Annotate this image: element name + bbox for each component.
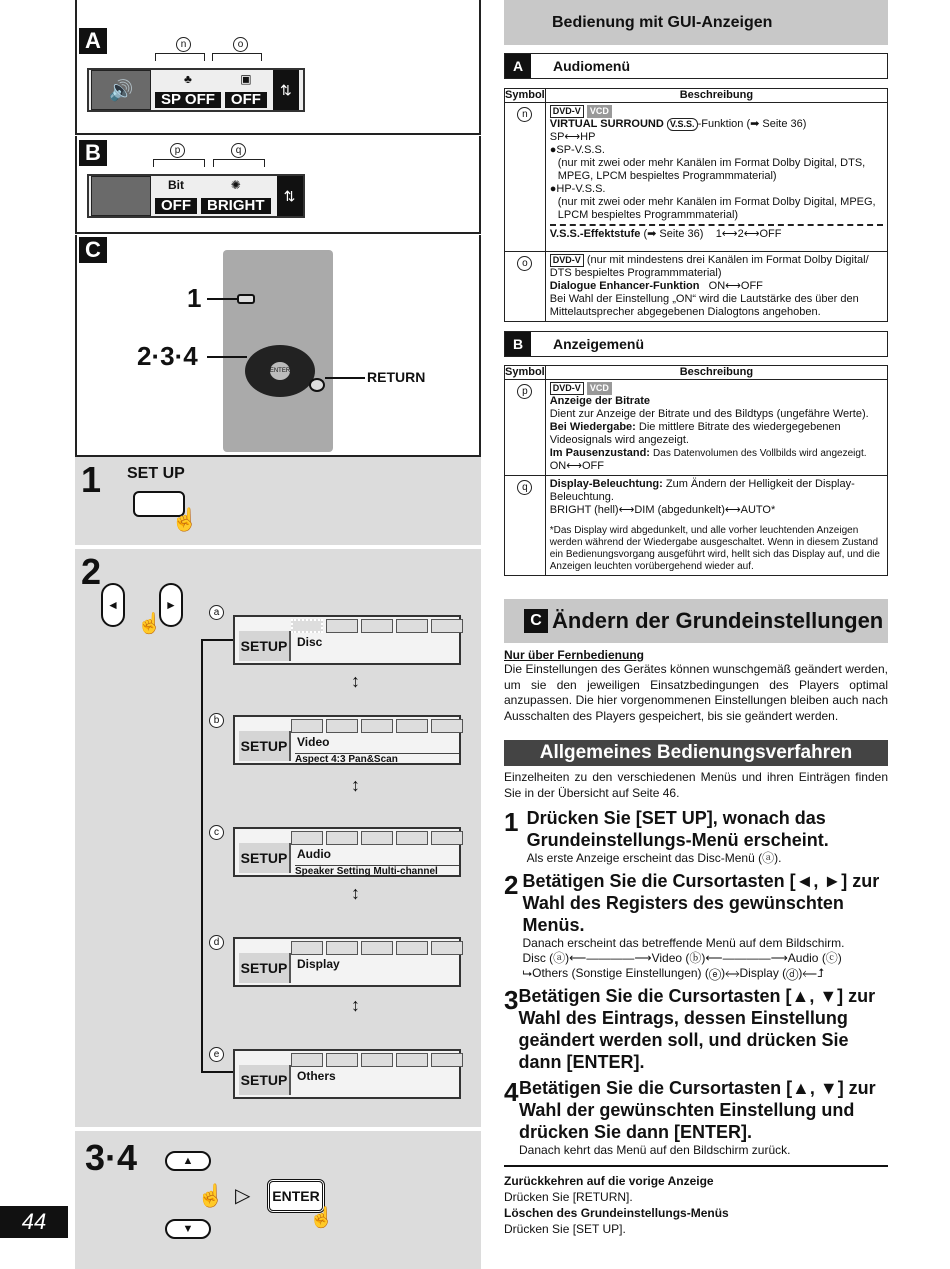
- clear-text: Drücken Sie [SET UP].: [504, 1222, 626, 1236]
- setup-screen-video: SETUP Video Aspect 4:3 Pan&Scan: [233, 715, 461, 765]
- marker-n: n: [176, 37, 191, 52]
- updown-arrow-icon: ↕: [351, 775, 360, 795]
- panel-b: [75, 136, 481, 234]
- screen-name-others: Others: [297, 1069, 336, 1083]
- marker-q: q: [231, 143, 246, 158]
- screen-name-disc: Disc: [297, 635, 323, 649]
- pointing-hand-icon: ☝: [171, 507, 199, 532]
- step-1-number: 1: [81, 459, 102, 500]
- panel-c-tag: C: [79, 237, 107, 263]
- general-intro: Einzelheiten zu den verschiedenen Menüs und ihren Einträgen finden Sie in der Übersicht auf Seite 46.: [504, 770, 888, 800]
- footer-notes: [504, 1165, 888, 1237]
- screen-name-audio: Audio: [297, 847, 331, 861]
- callout-234: 2·3·4: [137, 341, 198, 371]
- section-c-body: [504, 648, 888, 724]
- section-c-tag: C: [524, 609, 548, 633]
- updown-arrows-icon: ⇅: [273, 70, 299, 110]
- audio-osd-bar: [87, 68, 305, 112]
- screen-name-display: Display: [297, 957, 340, 971]
- display-osd-bar: [87, 174, 305, 218]
- section-b-title: Anzeigemenü: [553, 336, 645, 352]
- brightness-icon: ✺: [230, 178, 241, 192]
- back-text: Drücken Sie [RETURN].: [504, 1190, 633, 1204]
- step-1-panel: [75, 457, 481, 545]
- surround-icon: ♣: [184, 72, 192, 86]
- clear-heading: Löschen des Grundeinstellungs-Menüs: [504, 1206, 729, 1220]
- bitrate-value: OFF: [155, 198, 197, 214]
- table-row: p DVD-V VCD Anzeige der Bitrate Dient zur Anzeige der Bitrate und des Bildtyps (ungefähre Werte). Bei Wiedergabe: Die mittlere Bitrate des wiedergegebenen Videosignals wird angezeigt. Im Pausenzustand: Das Datenvolumen des Vollbilds wird angezeigt. ON⟷OFF: [505, 380, 888, 476]
- pointing-hand-icon: ☝: [137, 613, 162, 635]
- callout-1: 1: [187, 283, 202, 313]
- remote-return-key[interactable]: [309, 378, 325, 392]
- general-procedure-title: Allgemeines Bedienungsverfahren: [504, 740, 888, 766]
- setup-key-label: SET UP: [127, 465, 185, 482]
- section-a-bar: [504, 53, 888, 79]
- marker-p: p: [170, 143, 185, 158]
- list-item: 3 Betätigen Sie die Cursortasten [▲, ▼] zur Wahl des Eintrags, dessen Einstellung geändert werden soll, und drücken Sie dann [ENTER].: [504, 985, 876, 1072]
- up-cursor-key[interactable]: ▲: [165, 1151, 211, 1171]
- marker-o: o: [233, 37, 248, 52]
- speaker-icon: 🔊: [91, 70, 151, 110]
- table-row: q Display-Beleuchtung: Zum Ändern der Helligkeit der Display-Beleuchtung. BRIGHT (hell)⟷DIM (abgedunkelt)⟷AUTO* *Das Display wird abgedunkelt, und alle vorher leuchtenden Anzeigen werden während der Wiedergabe ausgeschaltet. Wenn in diesem Zustand ein Bedienungsvorgang ausgeführt wird, hellt sich das Display auf, und die Anzeigen leuchten vorübergehend wieder auf.: [505, 476, 888, 576]
- section-a-title: Audiomenü: [553, 58, 630, 74]
- setup-screen-audio: SETUP Audio Speaker Setting Multi-channel: [233, 827, 461, 877]
- panel-c: [75, 235, 481, 457]
- page-header: Bedienung mit GUI-Anzeigen: [504, 0, 888, 45]
- bitrate-label: Bit: [168, 178, 184, 192]
- general-procedure: [504, 770, 888, 1158]
- col-desc: Beschreibung: [545, 366, 887, 380]
- vss-value: SP OFF: [155, 92, 221, 108]
- updown-arrows-icon: ⇅: [277, 176, 303, 216]
- left-cursor-key[interactable]: ◄: [101, 583, 125, 627]
- screen-marker-b: b: [209, 713, 224, 728]
- list-item: 1 Drücken Sie [SET UP], wonach das Grundeinstellungs-Menü erscheint. Als erste Anzeige erscheint das Disc-Menü (ⓐ).: [504, 807, 829, 865]
- step-34-number: 3·4: [85, 1137, 138, 1178]
- step-34-panel: [75, 1131, 481, 1269]
- display-icon: [91, 176, 151, 216]
- list-item: 2 Betätigen Sie die Cursortasten [◄, ►] zur Wahl des Registers des gewünschten Menüs. Danach erscheint das betreffende Menü auf dem Bildschirm. Disc (ⓐ)⟵————⟶Video (ⓑ)⟵————⟶Audio (ⓒ) ⮡Others (Sonstige Einstellungen) (ⓔ)⟷Display (ⓓ)⟵⮥: [504, 870, 880, 980]
- remote-control: [223, 250, 333, 452]
- section-b-tag: B: [505, 332, 531, 356]
- screen-marker-c: c: [209, 825, 224, 840]
- audio-menu-table: [504, 88, 888, 322]
- screen-marker-e: e: [209, 1047, 224, 1062]
- step-2-panel: [75, 549, 481, 1127]
- pointing-hand-icon: ☝: [197, 1183, 225, 1208]
- col-symbol: Symbol: [505, 89, 545, 101]
- setup-screen-display: SETUP Display: [233, 937, 461, 987]
- remote-only-note: Nur über Fernbedienung: [504, 648, 645, 662]
- col-desc: Beschreibung: [545, 89, 887, 103]
- return-label: RETURN: [367, 369, 426, 385]
- right-cursor-key[interactable]: ►: [159, 583, 183, 627]
- next-arrow-icon: ▷: [235, 1185, 251, 1207]
- down-cursor-key[interactable]: ▼: [165, 1219, 211, 1239]
- dialogue-value: OFF: [225, 92, 267, 108]
- dialogue-icon: ▣: [240, 72, 252, 86]
- remote-setup-key[interactable]: [237, 294, 255, 304]
- display-menu-table: [504, 365, 888, 576]
- panel-a: [75, 0, 481, 135]
- enter-key[interactable]: ENTER: [267, 1179, 325, 1213]
- remote-cursor-pad[interactable]: [245, 345, 315, 397]
- remote-enter-key[interactable]: ENTER: [270, 362, 290, 380]
- panel-a-tag: A: [79, 28, 107, 54]
- screen-sub-audio: Speaker Setting Multi-channel: [295, 865, 459, 877]
- col-symbol: Symbol: [505, 366, 545, 378]
- pointing-hand-icon: ☝: [309, 1207, 334, 1229]
- updown-arrow-icon: ↕: [351, 883, 360, 903]
- setup-screen-others: SETUP Others: [233, 1049, 461, 1099]
- brightness-value: BRIGHT: [201, 198, 271, 214]
- screen-marker-a: a: [209, 605, 224, 620]
- updown-arrow-icon: ↕: [351, 671, 360, 691]
- table-row: o DVD-V (nur mit mindestens drei Kanälen im Format Dolby Digital/ DTS bespieltes Programmmaterial) Dialogue Enhancer-Funktion ON⟷OFF Bei Wahl der Einstellung „ON“ wird die Lautstärke des über den Mittelautsprecher abgegebenen Dialogtons angehoben.: [505, 252, 888, 322]
- section-c-paragraph: Die Einstellungen des Gerätes können wunschgemäß geändert werden, um sie den jeweiligen Einsatzbedingungen des Players optimal anzupassen. Die hier vorgenommenen Einstellungen bleiben auch nach Ausschalten des Players gespeichert, bis sie geändert werden.: [504, 662, 888, 723]
- table-row: n DVD-V VCD VIRTUAL SURROUND V.S.S. -Funktion (➡ Seite 36) SP⟷HP ●SP-V.S.S. (nur mit zwei oder mehr Kanälen im Format Dolby Digital, DTS, MPEG, LPCM bespieltes Programmmaterial) ●HP-V.S.S. (nur mit zwei oder mehr Kanälen im Format Dolby Digital, MPEG, LPCM bespieltes Programmmaterial) V.S.S.-Effektstufe (➡ Seite 36) 1⟷2⟷OFF: [505, 103, 888, 252]
- list-item: 4 Betätigen Sie die Cursortasten [▲, ▼] zur Wahl der gewünschten Einstellung und drücken Sie dann [ENTER]. Danach kehrt das Menü auf den Bildschirm zurück.: [504, 1077, 876, 1157]
- section-c-heading: [504, 599, 888, 643]
- setup-screen-disc: SETUP Disc: [233, 615, 461, 665]
- updown-arrow-icon: ↕: [351, 995, 360, 1015]
- screen-name-video: Video: [297, 735, 330, 749]
- step-2-number: 2: [81, 551, 102, 592]
- page-number: 44: [0, 1206, 68, 1238]
- back-heading: Zurückkehren auf die vorige Anzeige: [504, 1174, 714, 1188]
- section-c-title: Ändern der Grundeinstellungen: [552, 608, 884, 633]
- screen-marker-d: d: [209, 935, 224, 950]
- section-a-tag: A: [505, 54, 531, 78]
- panel-b-tag: B: [79, 140, 107, 166]
- section-b-bar: [504, 331, 888, 357]
- screen-sub-video: Aspect 4:3 Pan&Scan: [295, 753, 459, 765]
